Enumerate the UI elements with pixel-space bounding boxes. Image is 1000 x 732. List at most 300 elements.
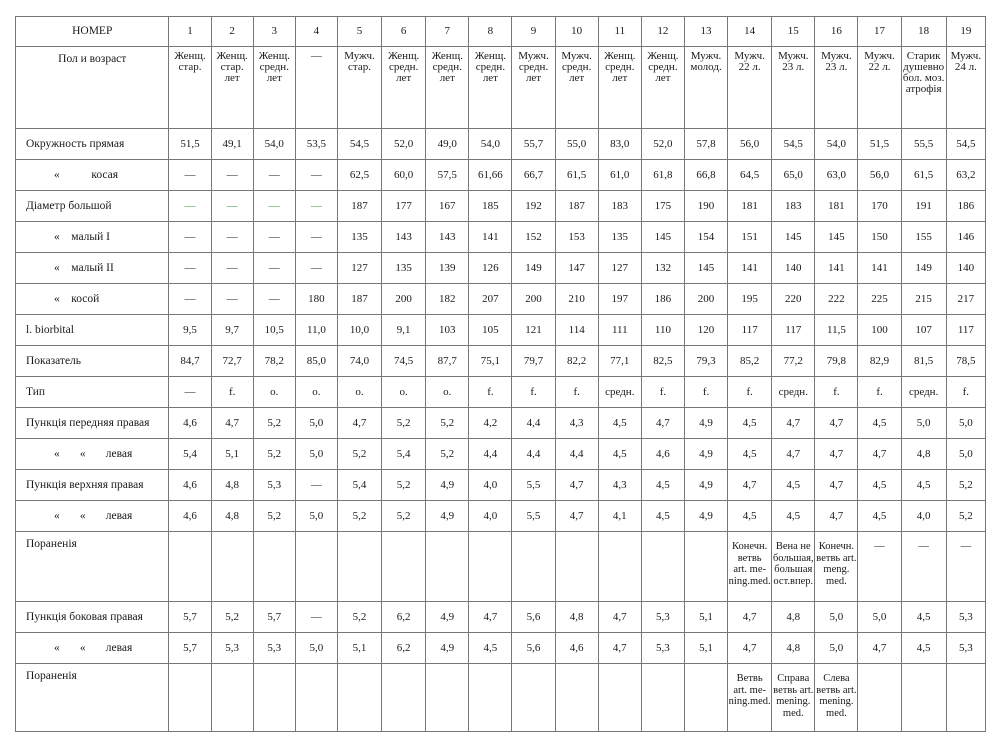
value-cell: 4,5 [728, 408, 772, 439]
value-cell: 4,7 [815, 470, 858, 501]
data-row [16, 501, 986, 532]
value-cell: 4,3 [598, 470, 641, 501]
column-number: 7 [426, 17, 469, 47]
value-cell: 77,2 [772, 346, 815, 377]
value-cell: 135 [598, 222, 641, 253]
value-cell: 49,0 [426, 129, 469, 160]
data-row [16, 602, 986, 633]
row-label: « « левая [16, 501, 169, 532]
value-cell: 66,8 [684, 160, 727, 191]
value-cell: 5,0 [815, 633, 858, 664]
value-cell: 5,2 [946, 501, 985, 532]
value-cell: 5,0 [858, 602, 901, 633]
value-cell: 5,5 [512, 501, 555, 532]
value-cell: — [211, 284, 253, 315]
cell-line: лет [266, 72, 282, 84]
data-row [16, 439, 986, 470]
value-cell: 4,2 [469, 408, 512, 439]
value-cell: 4,6 [641, 439, 684, 470]
value-cell: 61,5 [901, 160, 946, 191]
value-cell: средн. [772, 377, 815, 408]
value-cell: 117 [772, 315, 815, 346]
cell-line: Женщ. [474, 50, 507, 62]
value-cell: 4,7 [598, 602, 641, 633]
value-cell: 153 [555, 222, 598, 253]
value-cell: 141 [469, 222, 512, 253]
value-cell: 4,9 [426, 633, 469, 664]
value-cell: 4,9 [426, 470, 469, 501]
value-cell: — [211, 160, 253, 191]
value-cell: 82,9 [858, 346, 901, 377]
cell-line: — [310, 50, 322, 62]
value-cell: 4,8 [555, 602, 598, 633]
value-cell: 207 [469, 284, 512, 315]
value-cell: 200 [512, 284, 555, 315]
value-cell: 74,0 [337, 346, 381, 377]
cell-line: Женщ. [258, 50, 290, 62]
value-cell: 4,1 [598, 501, 641, 532]
cell-line: душевно [903, 61, 945, 73]
value-cell: 155 [901, 222, 946, 253]
cell-line: Мужч. [561, 50, 592, 62]
value-cell: 4,6 [169, 408, 211, 439]
multiline-cell [815, 47, 858, 129]
value-cell: 4,5 [598, 408, 641, 439]
multiline-cell [426, 664, 469, 732]
value-cell: — [211, 253, 253, 284]
cell-line: Конечн. [732, 541, 768, 552]
value-cell: 187 [337, 191, 381, 222]
value-cell: 4,8 [772, 602, 815, 633]
value-cell: — [295, 602, 337, 633]
value-cell: 5,1 [684, 602, 727, 633]
value-cell: 149 [512, 253, 555, 284]
cell-line: — [874, 541, 885, 552]
value-cell: 4,9 [684, 470, 727, 501]
value-cell: 5,0 [295, 408, 337, 439]
value-cell: 83,0 [598, 129, 641, 160]
value-cell: 4,6 [169, 501, 211, 532]
value-cell: 5,3 [641, 602, 684, 633]
value-cell: — [169, 253, 211, 284]
value-cell: 61,8 [641, 160, 684, 191]
injury-row [16, 664, 986, 732]
value-cell: — [253, 284, 295, 315]
multiline-cell [555, 47, 598, 129]
value-cell: 114 [555, 315, 598, 346]
multiline-cell [211, 532, 253, 602]
value-cell: 9,1 [382, 315, 426, 346]
cell-line: средн. [648, 61, 678, 73]
multiline-cell [772, 532, 815, 602]
value-cell: 5,2 [253, 408, 295, 439]
value-cell: 4,5 [469, 633, 512, 664]
cell-line: средн. [432, 61, 462, 73]
value-cell: 4,7 [598, 633, 641, 664]
value-cell: 11,0 [295, 315, 337, 346]
cell-line: ветвь art. [773, 684, 814, 696]
cell-line: большая [774, 564, 813, 575]
value-cell: 5,2 [426, 408, 469, 439]
value-cell: f. [641, 377, 684, 408]
value-cell: 4,5 [598, 439, 641, 470]
value-cell: 140 [772, 253, 815, 284]
value-cell: 5,0 [295, 501, 337, 532]
value-cell: 4,7 [211, 408, 253, 439]
value-cell: 85,0 [295, 346, 337, 377]
value-cell: — [295, 191, 337, 222]
value-cell: 5,2 [426, 439, 469, 470]
cell-line: Женщ. [388, 50, 420, 62]
cell-line: Старик [906, 50, 941, 62]
value-cell: 4,5 [641, 470, 684, 501]
value-cell: 4,0 [469, 470, 512, 501]
cell-line: лет [525, 72, 542, 84]
column-number: 15 [772, 17, 815, 47]
cell-line: Ветвь [736, 673, 763, 684]
multiline-cell [337, 664, 381, 732]
value-cell: 4,4 [555, 439, 598, 470]
cell-line: Мужч. [778, 50, 809, 62]
column-number: 18 [901, 17, 946, 47]
multiline-cell [512, 532, 555, 602]
value-cell: 5,1 [684, 633, 727, 664]
value-cell: 210 [555, 284, 598, 315]
value-cell: 63,2 [946, 160, 985, 191]
value-cell: — [169, 160, 211, 191]
cell-line: Мужч. [821, 50, 852, 62]
cell-line: mening. [819, 696, 854, 707]
value-cell: 5,5 [512, 470, 555, 501]
cell-line: лет [612, 72, 628, 84]
multiline-cell [469, 532, 512, 602]
value-cell: 54,0 [469, 129, 512, 160]
value-cell: 141 [858, 253, 901, 284]
value-cell: 54,0 [253, 129, 295, 160]
value-cell: 4,4 [469, 439, 512, 470]
value-cell: 181 [728, 191, 772, 222]
multiline-cell [858, 532, 901, 602]
column-number: 19 [946, 17, 985, 47]
value-cell: 185 [469, 191, 512, 222]
value-cell: 51,5 [169, 129, 211, 160]
value-cell: 49,1 [211, 129, 253, 160]
value-cell: 5,4 [169, 439, 211, 470]
column-number: 13 [684, 17, 727, 47]
value-cell: 52,0 [382, 129, 426, 160]
multiline-cell [382, 47, 426, 129]
cell-line: 22 л. [738, 61, 761, 73]
cell-line: 23 л. [825, 61, 848, 73]
multiline-cell [512, 664, 555, 732]
value-cell: 183 [772, 191, 815, 222]
cell-line: средн. [561, 61, 592, 73]
column-number: 8 [469, 17, 512, 47]
value-cell: 5,2 [253, 439, 295, 470]
value-cell: 4,5 [901, 470, 946, 501]
multiline-cell [295, 532, 337, 602]
value-cell: 61,5 [555, 160, 598, 191]
value-cell: 4,9 [684, 439, 727, 470]
value-cell: 61,0 [598, 160, 641, 191]
multiline-cell [169, 532, 211, 602]
value-cell: 110 [641, 315, 684, 346]
column-number: 9 [512, 17, 555, 47]
value-cell: 195 [728, 284, 772, 315]
cell-line: Мужч. [344, 50, 375, 62]
value-cell: 54,5 [337, 129, 381, 160]
multiline-cell [426, 532, 469, 602]
measurements-table [15, 16, 986, 732]
value-cell: 4,7 [728, 470, 772, 501]
multiline-cell [253, 664, 295, 732]
data-row [16, 470, 986, 501]
cell-line: 22 л. [868, 61, 891, 73]
column-number: 14 [728, 17, 772, 47]
value-cell: 5,2 [337, 602, 381, 633]
row-label: Окружность прямая [16, 129, 169, 160]
value-cell: o. [253, 377, 295, 408]
value-cell: 145 [684, 253, 727, 284]
cell-line: средн. [475, 61, 506, 73]
value-cell: 5,4 [382, 439, 426, 470]
value-cell: 105 [469, 315, 512, 346]
value-cell: 5,2 [382, 408, 426, 439]
cell-line: Справа [777, 673, 810, 684]
row-label: Діаметр большой [16, 191, 169, 222]
cell-line: meng. [823, 564, 850, 575]
multiline-cell [946, 664, 985, 732]
value-cell: 5,1 [337, 633, 381, 664]
multiline-cell [337, 532, 381, 602]
cell-line: Женщ. [174, 50, 206, 62]
value-cell: 4,7 [815, 408, 858, 439]
multiline-cell [598, 532, 641, 602]
value-cell: 53,5 [295, 129, 337, 160]
value-cell: 200 [684, 284, 727, 315]
cell-line: лет [482, 72, 498, 84]
value-cell: — [253, 191, 295, 222]
value-cell: 135 [382, 253, 426, 284]
header-row [16, 17, 986, 47]
value-cell: 4,9 [684, 408, 727, 439]
value-cell: — [295, 253, 337, 284]
value-cell: 4,9 [426, 602, 469, 633]
multiline-cell [772, 47, 815, 129]
row-label: « « левая [16, 633, 169, 664]
value-cell: 183 [598, 191, 641, 222]
sex-age-row [16, 47, 986, 129]
multiline-cell [858, 47, 901, 129]
value-cell: 147 [555, 253, 598, 284]
value-cell: 4,7 [858, 439, 901, 470]
header-label: НОМЕР [16, 17, 169, 47]
value-cell: 60,0 [382, 160, 426, 191]
cell-line: Женщ. [431, 50, 463, 62]
cell-line: стар. [348, 61, 372, 73]
cell-line: ning.med. [728, 575, 771, 587]
value-cell: 4,9 [426, 501, 469, 532]
value-cell: 4,7 [337, 408, 381, 439]
cell-line: стар. [220, 61, 244, 73]
multiline-cell [946, 532, 985, 602]
value-cell: — [169, 284, 211, 315]
multiline-cell [684, 664, 727, 732]
value-cell: o. [295, 377, 337, 408]
cell-line: лет [224, 72, 240, 84]
cell-line: Мужч. [734, 50, 765, 62]
cell-line: med. [826, 707, 847, 719]
value-cell: 4,9 [684, 501, 727, 532]
value-cell: 54,5 [946, 129, 985, 160]
value-cell: 187 [337, 284, 381, 315]
value-cell: 4,5 [772, 470, 815, 501]
row-label: Пораненія [16, 532, 169, 602]
value-cell: o. [426, 377, 469, 408]
value-cell: 64,5 [728, 160, 772, 191]
cell-line: стар. [178, 61, 202, 73]
row-label: Показатель [16, 346, 169, 377]
multiline-cell [641, 47, 684, 129]
multiline-cell [295, 664, 337, 732]
multiline-cell [555, 532, 598, 602]
value-cell: f. [684, 377, 727, 408]
value-cell: 10,0 [337, 315, 381, 346]
value-cell: 5,2 [337, 439, 381, 470]
value-cell: 4,8 [772, 633, 815, 664]
value-cell: 5,3 [641, 633, 684, 664]
value-cell: 5,2 [211, 602, 253, 633]
cell-line: 24 л. [954, 61, 977, 73]
value-cell: o. [337, 377, 381, 408]
value-cell: 103 [426, 315, 469, 346]
value-cell: — [211, 191, 253, 222]
value-cell: 54,5 [772, 129, 815, 160]
value-cell: 55,0 [555, 129, 598, 160]
cell-line: лет [569, 72, 585, 84]
value-cell: f. [555, 377, 598, 408]
cell-line: большая, [772, 552, 814, 564]
cell-line: Конечн. [818, 541, 855, 552]
value-cell: 55,5 [901, 129, 946, 160]
value-cell: 149 [901, 253, 946, 284]
value-cell: 139 [426, 253, 469, 284]
value-cell: 182 [426, 284, 469, 315]
value-cell: 4,7 [815, 501, 858, 532]
value-cell: — [169, 377, 211, 408]
multiline-cell [728, 47, 772, 129]
multiline-cell [512, 47, 555, 129]
value-cell: 132 [641, 253, 684, 284]
data-row [16, 284, 986, 315]
value-cell: 5,0 [901, 408, 946, 439]
multiline-cell [253, 532, 295, 602]
multiline-cell [555, 664, 598, 732]
value-cell: 82,5 [641, 346, 684, 377]
value-cell: 11,5 [815, 315, 858, 346]
row-label: « « левая [16, 439, 169, 470]
multiline-cell [469, 47, 512, 129]
multiline-cell [815, 532, 858, 602]
value-cell: 170 [858, 191, 901, 222]
multiline-cell [169, 664, 211, 732]
column-number: 12 [641, 17, 684, 47]
value-cell: 78,2 [253, 346, 295, 377]
value-cell: 151 [728, 222, 772, 253]
value-cell: 4,6 [555, 633, 598, 664]
value-cell: 9,5 [169, 315, 211, 346]
value-cell: 4,5 [728, 501, 772, 532]
value-cell: 117 [728, 315, 772, 346]
multiline-cell [815, 664, 858, 732]
value-cell: 127 [598, 253, 641, 284]
value-cell: средн. [901, 377, 946, 408]
value-cell: f. [728, 377, 772, 408]
value-cell: 5,0 [946, 408, 985, 439]
multiline-cell [772, 664, 815, 732]
cell-line: ветвь art. [816, 552, 857, 564]
cell-line: Мужч. [690, 50, 722, 62]
cell-line: ветвь art. [816, 684, 857, 696]
value-cell: — [253, 222, 295, 253]
value-cell: 5,4 [337, 470, 381, 501]
cell-line: med. [826, 575, 847, 587]
multiline-cell [684, 532, 727, 602]
value-cell: 4,7 [555, 470, 598, 501]
multiline-cell [641, 664, 684, 732]
value-cell: 51,5 [858, 129, 901, 160]
multiline-cell [469, 664, 512, 732]
data-row [16, 377, 986, 408]
value-cell: — [295, 222, 337, 253]
cell-line: mening. [776, 696, 811, 707]
value-cell: 4,6 [169, 470, 211, 501]
value-cell: 222 [815, 284, 858, 315]
value-cell: 4,7 [772, 408, 815, 439]
cell-line: Слева [823, 673, 850, 684]
value-cell: — [253, 253, 295, 284]
value-cell: 87,7 [426, 346, 469, 377]
cell-line: Женщ. [604, 50, 636, 62]
value-cell: 62,5 [337, 160, 381, 191]
value-cell: 57,5 [426, 160, 469, 191]
multiline-cell [728, 532, 772, 602]
value-cell: 4,5 [728, 439, 772, 470]
column-number: 11 [598, 17, 641, 47]
cell-line: бол. моз. [902, 72, 945, 84]
column-number: 2 [211, 17, 253, 47]
value-cell: 9,7 [211, 315, 253, 346]
multiline-cell [858, 664, 901, 732]
value-cell: — [169, 222, 211, 253]
column-number: 17 [858, 17, 901, 47]
value-cell: 5,6 [512, 602, 555, 633]
row-label: Пораненія [16, 664, 169, 732]
value-cell: 135 [337, 222, 381, 253]
value-cell: 4,5 [858, 408, 901, 439]
value-cell: 4,0 [901, 501, 946, 532]
column-number: 5 [337, 17, 381, 47]
value-cell: 5,3 [946, 602, 985, 633]
cell-line: средн. [388, 61, 419, 73]
value-cell: f. [512, 377, 555, 408]
value-cell: 55,7 [512, 129, 555, 160]
value-cell: 4,7 [641, 408, 684, 439]
cell-line: art. me- [733, 684, 766, 696]
value-cell: 190 [684, 191, 727, 222]
value-cell: 57,8 [684, 129, 727, 160]
injury-row [16, 532, 986, 602]
